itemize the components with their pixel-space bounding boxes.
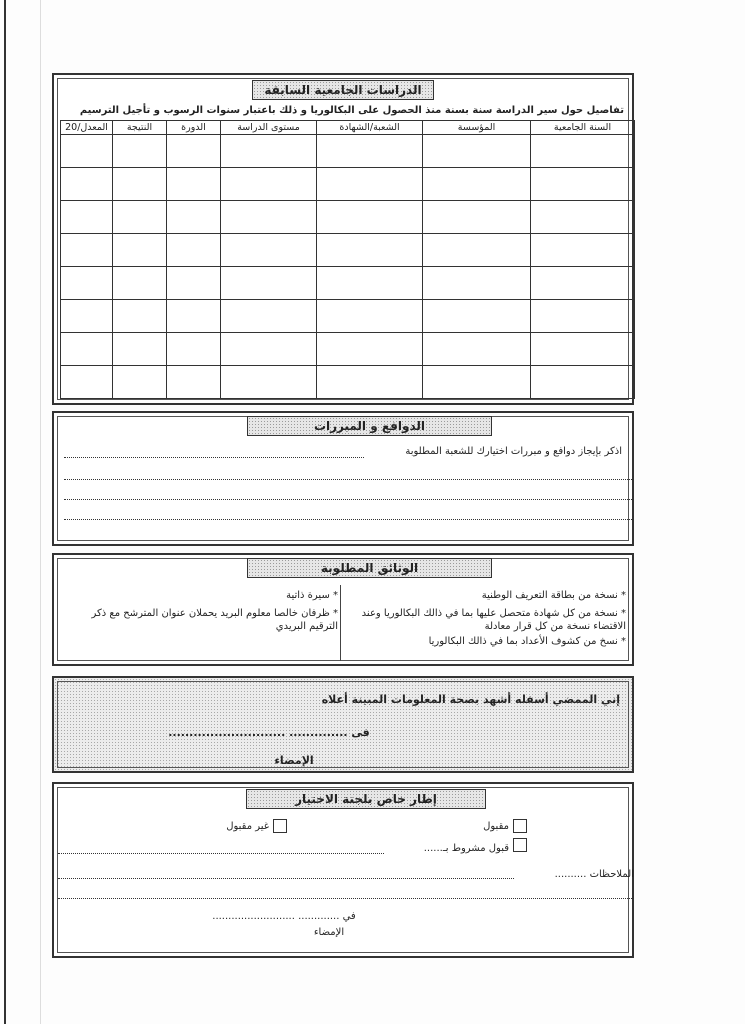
not-accepted-label: غير مقبول — [226, 821, 269, 832]
table-cell[interactable] — [113, 135, 167, 168]
motivations-line-4[interactable] — [64, 519, 634, 520]
previous-studies-table — [60, 120, 635, 399]
table-cell[interactable] — [61, 366, 113, 399]
col-average: المعدل/20 — [61, 121, 113, 135]
documents-right-list — [354, 589, 626, 648]
accepted-checkbox[interactable] — [513, 819, 527, 833]
table-cell[interactable] — [221, 267, 317, 300]
table-cell[interactable] — [113, 300, 167, 333]
previous-studies-title: الدراسات الجامعية السابقة — [252, 80, 434, 100]
table-row — [61, 267, 635, 300]
motivations-title: الدوافع و المبررات — [247, 416, 492, 436]
table-cell[interactable] — [317, 201, 423, 234]
table-row — [61, 234, 635, 267]
table-cell[interactable] — [167, 300, 221, 333]
not-accepted-checkbox[interactable] — [273, 819, 287, 833]
table-cell[interactable] — [167, 135, 221, 168]
table-cell[interactable] — [113, 168, 167, 201]
table-cell[interactable] — [61, 300, 113, 333]
table-cell[interactable] — [531, 366, 635, 399]
table-cell[interactable] — [423, 234, 531, 267]
required-documents-section — [52, 553, 634, 666]
table-cell[interactable] — [167, 234, 221, 267]
table-cell[interactable] — [167, 168, 221, 201]
document-item: * نسخة من بطاقة التعريف الوطنية — [481, 590, 626, 601]
table-row — [61, 135, 635, 168]
declaration-date-line[interactable]: فى .............. ............................ — [168, 726, 370, 739]
table-cell[interactable] — [317, 135, 423, 168]
notes-line-1[interactable] — [58, 878, 514, 879]
table-cell[interactable] — [531, 135, 635, 168]
col-result: النتيجة — [113, 121, 167, 135]
table-cell[interactable] — [317, 333, 423, 366]
motivations-line-2[interactable] — [64, 479, 634, 480]
table-row — [61, 201, 635, 234]
document-item: * ظرفان خالصا معلوم البريد يحملان عنوان المترشح مع ذكر الترقيم البريدي — [91, 608, 338, 632]
required-documents-title: الوثائق المطلوبة — [247, 558, 492, 578]
col-branch-degree: الشعبة/الشهادة — [317, 121, 423, 135]
previous-studies-section — [52, 73, 634, 405]
table-cell[interactable] — [221, 168, 317, 201]
table-cell[interactable] — [317, 366, 423, 399]
table-cell[interactable] — [317, 300, 423, 333]
declaration-section — [52, 676, 634, 773]
table-cell[interactable] — [61, 135, 113, 168]
table-cell[interactable] — [531, 333, 635, 366]
committee-signature-label: الإمضاء — [313, 927, 345, 938]
table-cell[interactable] — [61, 201, 113, 234]
documents-left-list — [60, 589, 338, 633]
table-cell[interactable] — [61, 234, 113, 267]
notes-line-2[interactable] — [58, 898, 634, 899]
conditional-line[interactable] — [58, 853, 384, 854]
selection-committee-section — [52, 782, 634, 958]
table-cell[interactable] — [61, 168, 113, 201]
table-cell[interactable] — [167, 201, 221, 234]
table-cell[interactable] — [113, 267, 167, 300]
table-cell[interactable] — [423, 168, 531, 201]
scan-margin-line — [40, 0, 41, 1024]
motivations-line-1[interactable] — [64, 457, 364, 458]
accepted-label: مقبول — [483, 821, 509, 832]
col-study-level: مستوى الدراسة — [221, 121, 317, 135]
table-cell[interactable] — [113, 366, 167, 399]
table-cell[interactable] — [531, 201, 635, 234]
table-cell[interactable] — [61, 333, 113, 366]
motivations-line-3[interactable] — [64, 499, 634, 500]
table-cell[interactable] — [221, 201, 317, 234]
table-cell[interactable] — [221, 333, 317, 366]
table-cell[interactable] — [221, 300, 317, 333]
table-cell[interactable] — [317, 267, 423, 300]
motivations-prompt: اذكر بإيجاز دوافع و مبررات اختيارك للشعبة المطلوبة — [405, 446, 622, 457]
table-cell[interactable] — [423, 267, 531, 300]
table-cell[interactable] — [531, 168, 635, 201]
col-academic-year: السنة الجامعية — [531, 121, 635, 135]
table-cell[interactable] — [423, 366, 531, 399]
table-header-row — [61, 121, 635, 135]
table-row — [61, 366, 635, 399]
table-cell[interactable] — [113, 333, 167, 366]
selection-committee-title: إطار خاص بلجنة الاختيار — [246, 789, 486, 809]
notes-label: الملاحظات .......... — [554, 869, 634, 880]
table-row — [61, 300, 635, 333]
table-cell[interactable] — [317, 234, 423, 267]
table-cell[interactable] — [113, 234, 167, 267]
table-cell[interactable] — [423, 333, 531, 366]
table-row — [61, 168, 635, 201]
table-cell[interactable] — [423, 135, 531, 168]
table-cell[interactable] — [113, 201, 167, 234]
col-session: الدورة — [167, 121, 221, 135]
scan-left-edge — [4, 0, 6, 1024]
table-cell[interactable] — [531, 300, 635, 333]
table-cell[interactable] — [167, 267, 221, 300]
table-cell[interactable] — [167, 366, 221, 399]
document-item: * سيرة ذاتية — [286, 590, 338, 601]
table-cell[interactable] — [221, 366, 317, 399]
table-cell[interactable] — [317, 168, 423, 201]
table-cell[interactable] — [531, 234, 635, 267]
document-item: * نسخة من كل شهادة متحصل عليها بما في ذالك البكالوريا وعند الاقتضاء نسخة من كل قرار معادلة — [361, 608, 626, 632]
table-cell[interactable] — [61, 267, 113, 300]
previous-studies-subtitle: تفاصيل حول سير الدراسة سنة بسنة منذ الحصول على البكالوريا و ذلك باعتبار سنوات الرسوب و تأجيل الترسيم — [79, 105, 624, 116]
table-cell[interactable] — [423, 201, 531, 234]
table-cell[interactable] — [167, 333, 221, 366]
col-institution: المؤسسة — [423, 121, 531, 135]
table-cell[interactable] — [531, 267, 635, 300]
table-cell[interactable] — [221, 234, 317, 267]
document-item: * نسخ من كشوف الأعداد بما في ذالك البكالوريا — [428, 636, 626, 647]
committee-date-line[interactable]: في ............. .......................... — [212, 911, 356, 922]
conditional-checkbox[interactable] — [513, 838, 527, 852]
table-cell[interactable] — [221, 135, 317, 168]
declaration-text: إني الممضي أسفله أشهد بصحة المعلومات المبينة أعلاه — [321, 693, 620, 706]
documents-divider — [340, 585, 341, 661]
table-row — [61, 333, 635, 366]
motivations-section — [52, 411, 634, 546]
declaration-signature-label: الإمضاء — [274, 754, 314, 767]
conditional-label: قبول مشروط بـ...... — [423, 843, 509, 854]
table-cell[interactable] — [423, 300, 531, 333]
